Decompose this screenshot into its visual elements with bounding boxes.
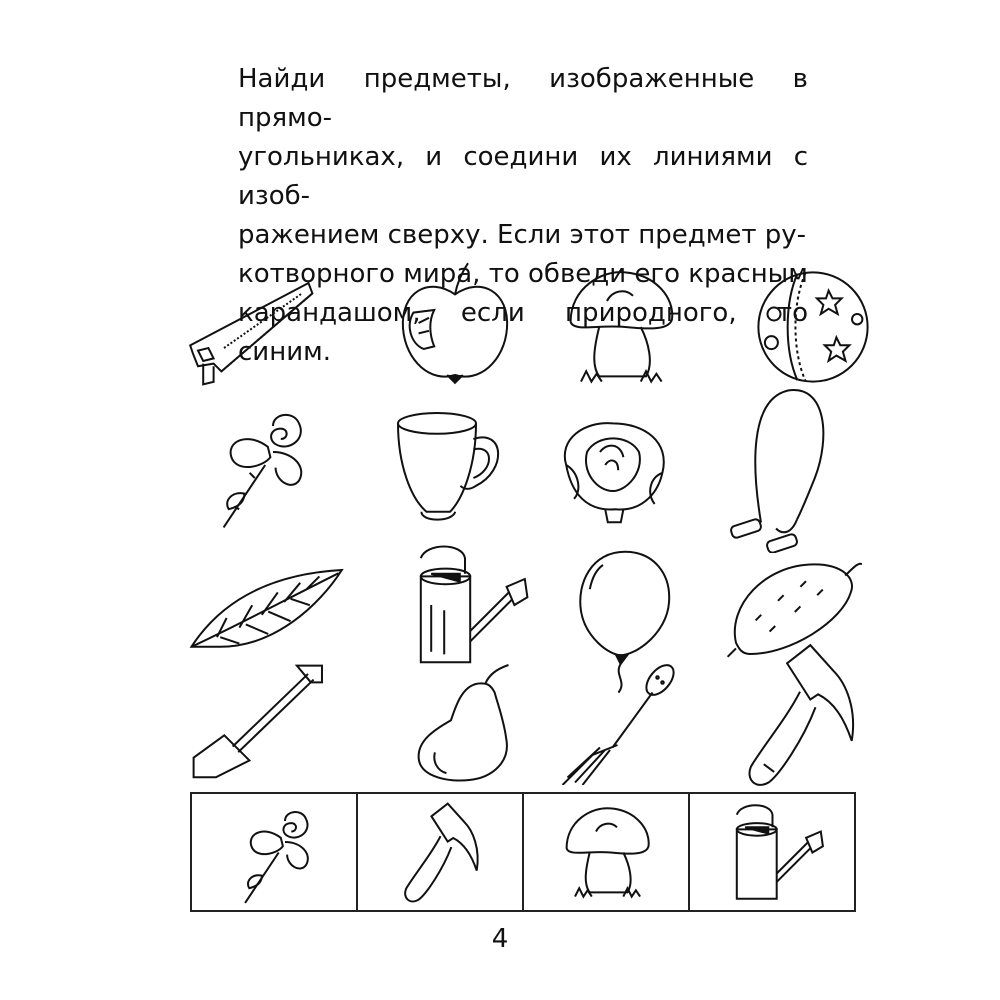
instruction-line: котворного мира, то обведи его красным [238, 259, 808, 289]
cabbage-icon[interactable] [548, 400, 678, 530]
jump-rope-icon[interactable] [722, 378, 872, 553]
instruction-line: карандашом, если природного, то синим. [238, 298, 808, 367]
answer-box[interactable] [524, 794, 690, 910]
watering-can-icon [720, 800, 825, 905]
saw-icon[interactable] [185, 270, 315, 400]
answer-box[interactable] [358, 794, 524, 910]
shovel-icon[interactable] [185, 660, 325, 780]
mushroom-icon [554, 800, 659, 905]
instruction-line: угольниках, и соедини их линиями с изоб- [238, 142, 808, 211]
fork-spoon-icon[interactable] [555, 660, 680, 785]
instruction-line: Найди предметы, изображенные в прямо- [238, 64, 808, 133]
pear-icon[interactable] [405, 660, 520, 785]
answer-boxes [190, 792, 856, 912]
mushroom-icon[interactable] [555, 262, 685, 392]
leaf-icon[interactable] [185, 560, 345, 660]
apple-icon[interactable] [390, 258, 520, 388]
cup-icon[interactable] [385, 400, 515, 530]
ball-icon[interactable] [748, 262, 878, 392]
rose-icon[interactable] [195, 400, 325, 530]
hammer-icon[interactable] [735, 640, 865, 790]
rose-icon [222, 800, 327, 905]
page-number: 4 [491, 924, 509, 954]
watering-can-icon[interactable] [400, 540, 530, 670]
answer-box[interactable] [690, 794, 854, 910]
answer-box[interactable] [192, 794, 358, 910]
instruction-line: ражением сверху. Если этот предмет ру- [238, 220, 807, 250]
instruction-text [238, 60, 808, 372]
hammer-icon [388, 800, 493, 905]
